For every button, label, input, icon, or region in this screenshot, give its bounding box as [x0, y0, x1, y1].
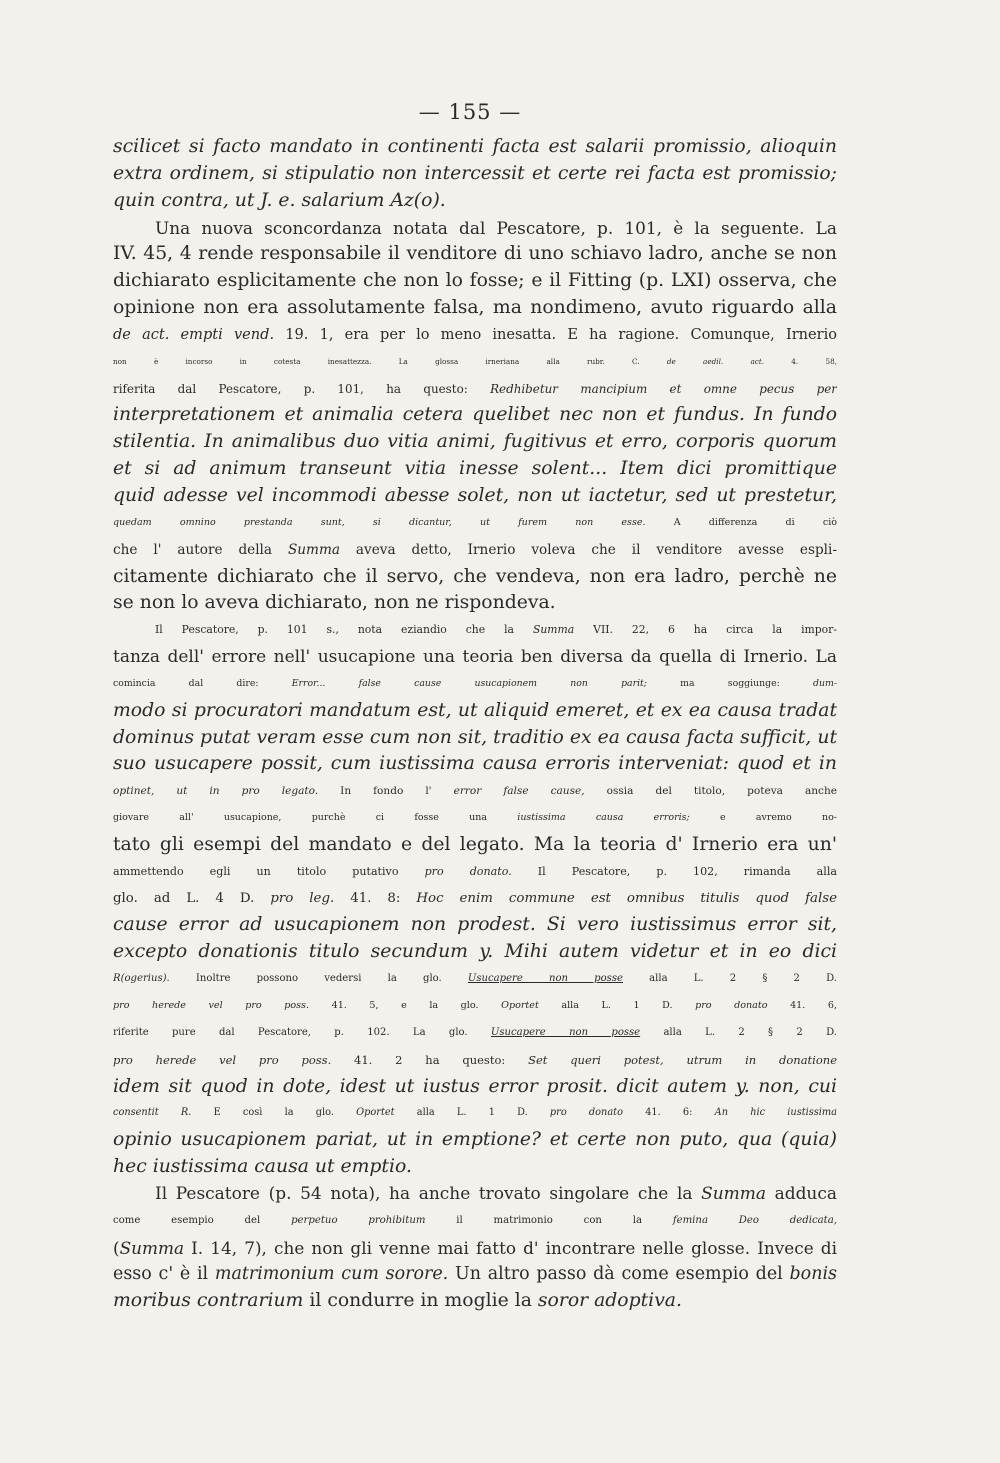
text-line — [113, 241, 837, 268]
italic-text: pro leg. — [270, 890, 335, 906]
text-line — [113, 1100, 837, 1127]
text-segment: 19. 1, era per lo meno inesatta. E ha ragione. Comunque, Irnerio — [274, 325, 837, 343]
italic-text: Summa — [287, 541, 340, 558]
italic-text: scilicet si facto mandato in continenti facta est salarii promissio, alioquin — [113, 136, 837, 157]
italic-text: error false cause, — [453, 785, 585, 798]
text-segment: aveva detto, Irnerio voleva che il venditore avesse espli- — [339, 541, 837, 558]
text-segment: alla L. 2 § 2 D. — [640, 1026, 837, 1038]
text-segment: il matrimonio con la — [425, 1214, 673, 1226]
text-line — [113, 1208, 837, 1235]
text-segment: ossia del titolo, poteva anche — [584, 785, 837, 798]
italic-text: stilentia. In animalibus duo vitia animi, fugitivus et erro, corporis quorum — [113, 431, 837, 453]
body-text — [113, 134, 837, 1315]
text-segment: adduca — [765, 1183, 837, 1204]
text-segment: giovare all' usucapione, purchè ci fosse una — [113, 812, 518, 824]
text-segment: tanza dell' errore nell' usucapione una teoria ben diversa da quella di Irnerio. La — [113, 647, 837, 668]
italic-text: matrimonium cum sorore. — [214, 1264, 449, 1285]
italic-text: Oportet — [501, 1000, 539, 1011]
text-line — [113, 161, 837, 188]
text-segment: Una nuova sconcordanza notata dal Pescatore, p. 101, è la seguente. La — [155, 217, 837, 238]
text-segment: 4. 58, — [764, 356, 837, 366]
italic-text: Summa — [119, 1237, 185, 1258]
text-line — [113, 322, 837, 349]
text-line — [113, 188, 837, 215]
text-segment: IV. 45, 4 rende responsabile il venditore di uno schiavo ladro, anche se non — [113, 243, 837, 265]
text-segment: il condurre in moglie la — [303, 1290, 538, 1312]
text-segment: se non lo aveva dichiarato, non ne rispondeva. — [113, 592, 556, 614]
text-segment: In fondo l' — [318, 785, 454, 798]
italic-text: Error... false cause usucapionem non parit; — [291, 677, 647, 689]
page-number: — 155 — — [418, 100, 522, 124]
text-line — [113, 832, 837, 859]
text-line — [113, 134, 837, 161]
text-line — [113, 1288, 837, 1315]
italic-text: Redhibetur mancipium et omne pecus per — [490, 381, 837, 396]
text-line — [113, 510, 837, 537]
text-line — [113, 966, 837, 993]
text-line — [113, 402, 837, 429]
text-segment: alla L. 1 D. — [394, 1107, 550, 1119]
text-line — [113, 1261, 837, 1288]
text-segment: esso c' è il — [113, 1264, 215, 1285]
italic-text: Hoc enim commune est omnibus titulis quod false — [416, 890, 837, 906]
text-segment: come esempio del — [113, 1214, 292, 1226]
italic-text: quin contra, ut J. e. salarium Az(o). — [113, 189, 446, 211]
italic-text: pro donato — [549, 1107, 623, 1119]
text-line — [113, 912, 837, 939]
italic-text: excepto donationis titulo secundum y. Mihi autem videtur et in eo dici — [113, 941, 837, 963]
text-line — [113, 644, 837, 671]
text-segment: non è incorso in cotesta inesattezza. La glossa irneriana alla rubr. C. — [113, 356, 667, 366]
text-line — [113, 751, 837, 778]
text-segment: 41. 8: — [334, 890, 417, 906]
italic-text: modo si procuratori mandatum est, ut aliquid emeret, et ex ea causa tradat — [113, 699, 837, 721]
italic-text: femina Deo dedicata, — [672, 1214, 837, 1226]
text-line — [113, 215, 837, 242]
italic-text: Set queri potest, utrum in donatione — [528, 1052, 837, 1067]
text-segment: 41. 2 ha questo: — [331, 1052, 529, 1067]
text-line — [113, 805, 837, 832]
text-line — [113, 617, 837, 644]
italic-text: hec iustissima causa ut emptio. — [113, 1156, 412, 1178]
italic-text: quid adesse vel incommodi abesse solet, non ut iactetur, sed ut prestetur, — [113, 484, 837, 506]
italic-text: dum- — [813, 677, 837, 689]
text-line — [113, 1127, 837, 1154]
italic-text: quedam omnino prestanda sunt, si dicantur, ut furem non esse. — [113, 516, 646, 528]
text-line — [113, 537, 837, 564]
italic-text: pro herede vel pro poss. — [113, 1052, 332, 1067]
text-line — [113, 1154, 837, 1181]
text-line — [113, 1074, 837, 1101]
italic-text: consentit R. — [113, 1107, 192, 1119]
italic-text: de aedil. act. — [666, 356, 765, 366]
text-segment: opinione non era assolutamente falsa, ma nondimeno, avuto riguardo alla — [113, 297, 837, 319]
text-line — [113, 778, 837, 805]
text-segment: dichiarato esplicitamente che non lo fosse; e il Fitting (p. LXI) osserva, che — [113, 270, 837, 292]
text-segment: I. 14, 7), che non gli venne mai fatto d' incontrare nelle glosse. Invece di — [184, 1237, 837, 1258]
text-line — [113, 939, 837, 966]
italic-text: Usucapere non posse — [490, 1026, 641, 1038]
italic-text: bonis — [789, 1264, 837, 1285]
italic-text: opinio usucapionem pariat, ut in emptione? et certe non puto, qua (quia) — [113, 1129, 837, 1151]
italic-text: Summa — [701, 1183, 766, 1204]
text-line — [113, 886, 837, 913]
text-segment: che l' autore della — [113, 541, 288, 558]
text-line — [113, 1235, 837, 1262]
text-segment: ammettendo egli un titolo putativo — [113, 864, 425, 878]
italic-text: pro herede vel pro poss. — [113, 1000, 310, 1011]
italic-text: perpetuo prohibitum — [291, 1214, 426, 1226]
text-line — [113, 349, 837, 376]
text-line — [113, 295, 837, 322]
text-segment: citamente dichiarato che il servo, che vendeva, non era ladro, perchè ne — [113, 565, 837, 587]
text-segment: 41. 5, e la glo. — [309, 1000, 502, 1011]
italic-text: cause error ad usucapionem non prodest. Si vero iustissimus error sit, — [113, 914, 837, 936]
italic-text: extra ordinem, si stipulatio non intercessit et certe rei facta est promissio; — [113, 162, 837, 184]
italic-text: interpretationem et animalia cetera quelibet nec non et fundus. In fundo — [113, 404, 837, 426]
text-line — [113, 1181, 837, 1208]
text-segment: Il Pescatore (p. 54 nota), ha anche trovato singolare che la — [155, 1183, 702, 1204]
text-segment: tato gli esempi del mandato e del legato. Ma la teoria d' Irnerio era un' — [113, 833, 837, 855]
italic-text: suo usucapere possit, cum iustissima causa erroris interveniat: quod et in — [113, 753, 837, 775]
italic-text: optinet, ut in pro legato. — [113, 785, 319, 798]
italic-text: Summa — [532, 623, 575, 637]
italic-text: An hic iustissima — [714, 1107, 837, 1119]
text-line — [113, 483, 837, 510]
text-line — [113, 1020, 837, 1047]
text-line — [113, 671, 837, 698]
italic-text: dominus putat veram esse cum non sit, traditio ex ea causa facta sufficit, ut — [113, 726, 837, 748]
italic-text: Oportet — [356, 1107, 395, 1119]
text-segment: Inoltre possono vedersi la glo. — [169, 973, 468, 985]
text-segment: ( — [113, 1237, 120, 1258]
italic-text: soror adoptiva. — [537, 1290, 682, 1312]
text-segment: alla L. 1 D. — [538, 1000, 696, 1011]
text-segment: Il Pescatore, p. 101 s., nota eziandio che la — [155, 623, 533, 637]
text-line — [113, 564, 837, 591]
text-segment: e avremo no- — [689, 812, 837, 824]
italic-text: iustissima causa erroris; — [517, 812, 690, 824]
italic-text: R(ogerius). — [113, 973, 170, 985]
text-line — [113, 698, 837, 725]
text-segment: riferita dal Pescatore, p. 101, ha questo: — [113, 381, 491, 396]
italic-text: moribus contrarium — [113, 1290, 304, 1312]
text-segment: Un altro passo dà come esempio del — [448, 1264, 790, 1285]
italic-text: et si ad animum transeunt vitia inesse solent... Item dici promittique — [113, 458, 837, 480]
text-segment: comincia dal dire: — [113, 677, 292, 689]
text-segment: ma soggiunge: — [646, 677, 814, 689]
italic-text: pro donato — [695, 1000, 768, 1011]
text-line — [113, 268, 837, 295]
text-line — [113, 590, 837, 617]
italic-text: de act. empti vend. — [113, 325, 275, 343]
text-line — [113, 725, 837, 752]
text-line — [113, 429, 837, 456]
text-line — [113, 456, 837, 483]
text-segment: 41. 6: — [622, 1107, 715, 1119]
text-segment: Il Pescatore, p. 102, rimanda alla — [511, 864, 837, 878]
italic-text: pro donato. — [424, 864, 512, 878]
text-segment: riferite pure dal Pescatore, p. 102. La glo. — [113, 1026, 491, 1038]
text-segment: 41. 6, — [767, 1000, 837, 1011]
text-line — [113, 993, 837, 1020]
text-segment: alla L. 2 § 2 D. — [622, 973, 837, 985]
text-line — [113, 1047, 837, 1074]
italic-text: idem sit quod in dote, idest ut iustus error prosit. dicit autem y. non, cui — [113, 1075, 837, 1097]
text-segment: VII. 22, 6 ha circa la impor- — [574, 623, 837, 637]
text-segment: glo. ad L. 4 D. — [113, 890, 271, 906]
text-segment: A differenza di ciò — [645, 516, 837, 528]
text-line — [113, 376, 837, 403]
text-segment: E così la glo. — [191, 1107, 357, 1119]
text-line — [113, 859, 837, 886]
italic-text: Usucapere non posse — [467, 973, 623, 985]
